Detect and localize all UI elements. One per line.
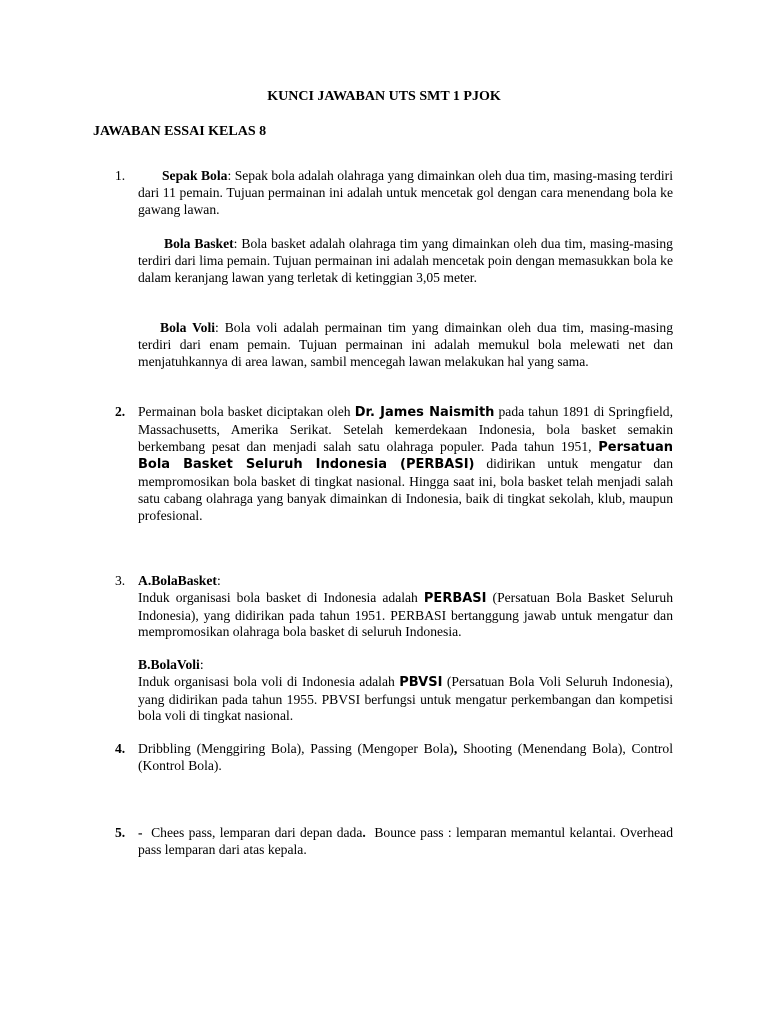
answer-3-voli <box>138 657 673 725</box>
text-run: Induk organisasi bola basket di Indonesia adalah <box>138 589 424 605</box>
answer-2-text <box>138 404 673 525</box>
text-run: Dribbling (Menggiring Bola), Passing (Mengoper Bola) <box>138 741 454 756</box>
term-label: Bola Basket <box>164 236 234 251</box>
text-run: (Persatuan Bola Basket Seluruh Indonesia), yang didirikan pada tahun 1951. PERBASI bertanggung jawab untuk mengatur dan mempromosikan olahraga bola basket di seluruh Indonesia. <box>138 589 673 640</box>
bold-name: Dr. James Naismith <box>354 405 495 420</box>
bold-name: PBVSI <box>399 674 443 690</box>
term-text: : Bola voli adalah permainan tim yang dimainkan oleh dua tim, masing-masing terdiri dari enam pemain. Tujuan permainan ini adalah memukul bola melewati net dan menjatuhkannya di area lawan, sambil mencegah lawan melakukan hal yang sama. <box>138 320 674 369</box>
text-run: pada tahun 1891 di Springfield, Massachusetts, Amerika Serikat. Setelah kemerdekaan Indonesia, bola basket semakin berkembang pesat dan menjadi salah satu olahraga populer. Pada tahun 1951, <box>138 404 673 454</box>
text-run: Shooting (Menendang Bola), Control (Kontrol Bola). <box>138 741 674 773</box>
text-run: (Persatuan Bola Voli Seluruh Indonesia), yang didirikan pada tahun 1955. PBVSI berfungsi untuk mengatur perkembangan dan kompetisi bola voli di tingkat nasional. <box>138 673 673 724</box>
text-run: Chees pass, lemparan dari depan dada <box>142 825 363 840</box>
answer-1-bola-voli <box>138 320 673 370</box>
bold-name: PERBASI <box>423 590 487 606</box>
answer-number: 4. <box>115 741 126 756</box>
answer-number: 3. <box>115 573 126 588</box>
bold-name: Persatuan Bola Basket Seluruh Indonesia (PERBASI) <box>138 439 673 473</box>
dash: - <box>138 825 143 840</box>
text-run: Permainan bola basket diciptakan oleh <box>138 404 355 419</box>
text-run: . <box>362 825 366 840</box>
subheading: B.BolaVoli <box>138 657 200 672</box>
text-run: didirikan untuk mengatur dan mempromosikan bola basket di tingkat nasional. Hingga saat ini, bola basket telah menjadi salah satu cabang olahraga yang banyak dimainkan di Indonesia, baik di tingkat sekolah, klub, maupun profesional. <box>138 456 673 523</box>
document-title: KUNCI JAWABAN UTS SMT 1 PJOK <box>267 89 501 104</box>
answer-4-text <box>138 741 673 775</box>
section-heading: JAWABAN ESSAI KELAS 8 <box>93 124 267 139</box>
term-text: : Bola basket adalah olahraga tim yang dimainkan oleh dua tim, masing-masing terdiri dari lima pemain. Tujuan permainan ini adalah mencetak poin dengan memasukkan bola ke dalam keranjang lawan yang terletak di ketinggian 3,05 meter. <box>138 236 673 285</box>
colon: : <box>199 657 204 672</box>
answer-number: 2. <box>115 404 126 419</box>
text-run: , <box>453 741 458 756</box>
answer-number: 1. <box>115 168 126 183</box>
term-text: : Sepak bola adalah olahraga yang dimainkan oleh dua tim, masing-masing terdiri dari 11 pemain. Tujuan permainan ini adalah untuk mencetak gol dengan cara menendang bola ke gawang lawan. <box>138 168 673 217</box>
answer-number: 5. <box>115 825 126 840</box>
subheading: A.BolaBasket <box>138 573 217 588</box>
term-label: Bola Voli <box>160 320 216 335</box>
text-run: Induk organisasi bola voli di Indonesia adalah <box>138 673 400 689</box>
answer-1-sepak-bola <box>138 168 673 218</box>
text-run: Bounce pass : lemparan memantul kelantai. Overhead pass lemparan dari atas kepala. <box>138 825 677 857</box>
answer-5-text <box>138 825 677 859</box>
term-label: Sepak Bola <box>162 168 228 183</box>
answer-3-basket <box>138 573 673 641</box>
answer-1-bola-basket <box>138 236 673 286</box>
colon: : <box>216 573 221 588</box>
